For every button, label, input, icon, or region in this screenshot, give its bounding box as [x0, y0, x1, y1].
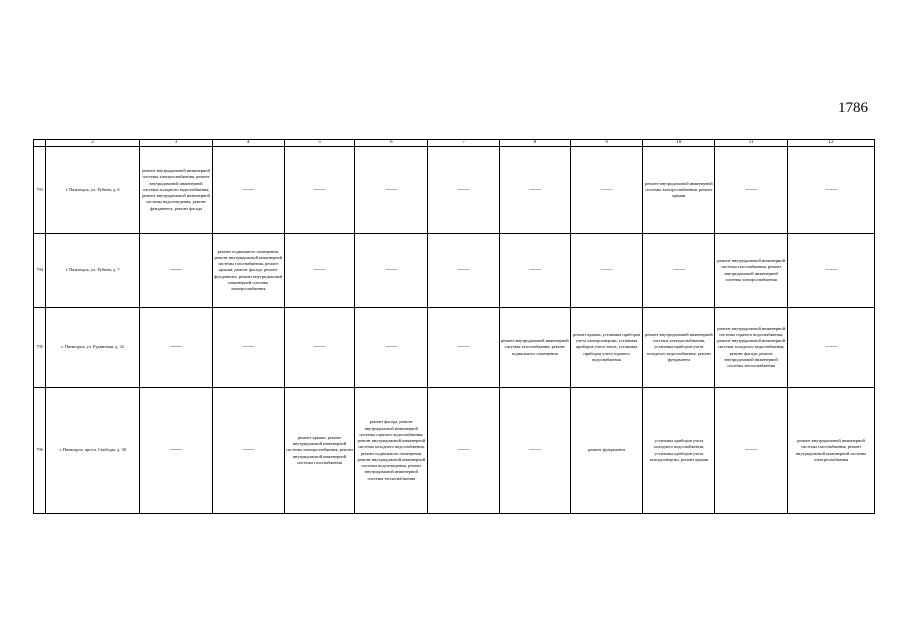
table-cell: ——	[499, 234, 570, 308]
table-cell: ——	[140, 308, 213, 388]
table-cell: ремонт фасада, ремонт внутридомовой инженерной системы горячего водоснабжения, ремонт внутридомовой инженерной системы холодного водоснабжения, ремонт подвального помещения, ремонт внутридомовой инженерной системы водоотведения, ремонт внутридомовой инженерной системы теплоснабжения	[355, 388, 428, 514]
table-cell: ——	[212, 388, 284, 514]
table-cell: ——	[499, 388, 570, 514]
table-cell: ремонт внутридомовой инженерной системы электроснабжения, ремонт внутридомовой инженерной системы холодного водоснабжения, ремонт внутридомовой инженерной системы водоотведения, ремонт фундамента, ремонт фасада	[140, 147, 213, 234]
table-cell: ——	[570, 147, 643, 234]
table-cell: ——	[355, 308, 428, 388]
column-header: 2	[46, 140, 140, 147]
table-row	[34, 388, 875, 514]
row-address: г. Пятигорск, ул. Рудничная, д. 32	[46, 308, 140, 388]
table-cell: ремонт подвального помещения, ремонт внутридомовой инженерной системы газоснабжения, ремонт крыши, ремонт фасада, ремонт фундамента, ремонт внутридомовой инженерной системы электроснабжения	[212, 234, 284, 308]
column-header: 8	[499, 140, 570, 147]
table-cell: ремонт внутридомовой инженерной системы газоснабжения, ремонт внутридомовой инженерной системы электроснабжения	[715, 234, 788, 308]
table-cell: ремонт крыши, установка приборов учета электроэнергии, установка приборов учета тепла, установка приборов учета горячего водоснабжения	[570, 308, 643, 388]
row-number: 795	[34, 308, 46, 388]
table-cell: ——	[355, 147, 428, 234]
table-cell: ремонт внутридомовой инженерной системы электроснабжения, установка приборов учета холодного водоснабжения, ремонт фундамента	[643, 308, 715, 388]
table-cell: ——	[428, 388, 500, 514]
table-cell: ——	[284, 234, 355, 308]
table-cell: ——	[643, 234, 715, 308]
column-header: 12	[787, 140, 874, 147]
table-cell: ремонт внутридомовой инженерной системы электроснабжения, ремонт крыши	[643, 147, 715, 234]
table-cell: ——	[715, 147, 788, 234]
table-cell: ——	[787, 308, 874, 388]
row-address: г. Пятигорск, просп. Свободы, д. 38	[46, 388, 140, 514]
row-number: 793	[34, 147, 46, 234]
row-address: г. Пятигорск, ул. Рубина, д. 7	[46, 234, 140, 308]
table-row	[34, 308, 875, 388]
table-row	[34, 234, 875, 308]
table-cell: ——	[499, 147, 570, 234]
row-address: г. Пятигорск, ул. Рубина, д. 6	[46, 147, 140, 234]
column-header: 4	[212, 140, 284, 147]
column-header: 5	[284, 140, 355, 147]
table-cell: установка приборов учета холодного водоснабжения, установка приборов учета электроэнергии, ремонт крыши	[643, 388, 715, 514]
column-header: 10	[643, 140, 715, 147]
row-number: 794	[34, 234, 46, 308]
column-header: 7	[428, 140, 500, 147]
table-cell: ——	[570, 234, 643, 308]
table-cell: ——	[715, 388, 788, 514]
table-cell: ремонт фундамента	[570, 388, 643, 514]
column-header	[34, 140, 46, 147]
table-cell: ремонт внутридомовой инженерной системы газоснабжения, ремонт внутридомовой инженерной системы электроснабжения	[787, 388, 874, 514]
column-header: 9	[570, 140, 643, 147]
table-cell: ——	[428, 147, 500, 234]
table-cell: ——	[284, 308, 355, 388]
table-cell: ——	[212, 308, 284, 388]
table-cell: ——	[428, 234, 500, 308]
table-cell: ——	[355, 234, 428, 308]
header-row	[34, 140, 875, 147]
column-header: 11	[715, 140, 788, 147]
capital-repair-table	[33, 139, 875, 514]
table-cell: ——	[428, 308, 500, 388]
page-number: 1786	[838, 100, 868, 116]
table-row	[34, 147, 875, 234]
table-cell: ремонт внутридомовой инженерной системы горячего водоснабжения, ремонт внутридомовой инженерной системы холодного водоснабжения, ремонт фасада, ремонт внутридомовой инженерной системы теплоснабжения	[715, 308, 788, 388]
table-cell: ——	[284, 147, 355, 234]
table-cell: ремонт крыши, ремонт внутридомовой инженерной системы электроснабжения, ремонт внутридомовой инженерной системы газоснабжения	[284, 388, 355, 514]
table-cell: ——	[787, 147, 874, 234]
table-cell: ——	[140, 234, 213, 308]
row-number: 796	[34, 388, 46, 514]
table-cell: ремонт внутридомовой инженерной системы газоснабжения, ремонт подвального помещения	[499, 308, 570, 388]
table-cell: ——	[140, 388, 213, 514]
table-cell: ——	[212, 147, 284, 234]
column-header: 3	[140, 140, 213, 147]
table-cell: ——	[787, 234, 874, 308]
column-header: 6	[355, 140, 428, 147]
